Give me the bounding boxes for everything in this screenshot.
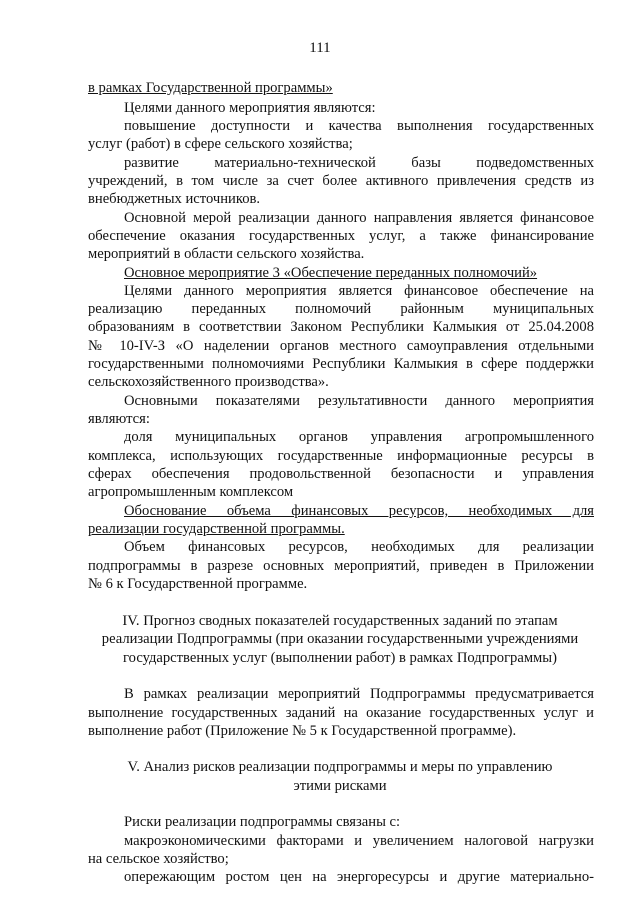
text-line: доля муниципальных органов управления агропромышленного: [124, 429, 594, 445]
text-line: государственными полномочиями Республики Калмыкия в сфере поддержки: [88, 356, 594, 372]
underlined-text: Основное мероприятие 3 «Обеспечение переданных полномочий»: [124, 265, 538, 281]
text-line: Целями данного мероприятия являются:: [124, 100, 376, 116]
text-line: В рамках реализации мероприятий Подпрограммы предусматривается: [124, 686, 594, 702]
underlined-text: в рамках Государственной программы»: [88, 80, 333, 96]
text-line: реализацию переданных полномочий районным муниципальных: [88, 301, 594, 317]
text-line: Целями данного мероприятия является финансовое обеспечение на: [124, 283, 594, 299]
text-line: IV. Прогноз сводных показателей государственных заданий по этапам: [122, 613, 558, 629]
text-line: выполнение работ (Приложение № 5 к Государственной программе).: [88, 723, 517, 739]
text-line: учреждений, в том числе за счет более активного привлечения средств из: [88, 173, 594, 189]
text-line: [124, 502, 594, 520]
text-line: повышение доступности и качества выполнения государственных: [124, 118, 594, 134]
text-line: внебюджетных источников.: [88, 191, 261, 207]
text-line: реализации Подпрограммы (при оказании государственными учреждениями: [101, 631, 579, 647]
text-line: [124, 264, 594, 282]
text-line: выполнение государственных заданий на оказание государственных услуг и: [88, 705, 594, 721]
text-line: подпрограммы в разрезе основных мероприятий, приведен в Приложении: [88, 558, 594, 574]
text-line: Объем финансовых ресурсов, необходимых для реализации: [124, 539, 594, 555]
text-line: V. Анализ рисков реализации подпрограммы и меры по управлению: [127, 759, 553, 775]
text-line: государственных услуг (выполнении работ) в рамках Подпрограммы): [123, 650, 557, 666]
text-line: сферах обеспечения продовольственной безопасности и управления: [88, 466, 594, 482]
text-line: [88, 79, 594, 97]
text-line: являются:: [88, 411, 150, 427]
underlined-text: Обоснование объема финансовых ресурсов, необходимых для: [124, 503, 594, 519]
text-line: [88, 520, 594, 538]
text-line: обеспечение оказания государственных услуг, а также финансирование: [88, 228, 594, 244]
text-line: № 6 к Государственной программе.: [88, 576, 308, 592]
underlined-text: реализации государственной программы.: [88, 521, 345, 537]
text-line: Основными показателями результативности данного мероприятия: [124, 393, 594, 409]
text-line: агропромышленным комплексом: [88, 484, 294, 500]
text-line: Основной мерой реализации данного направления является финансовое: [124, 210, 594, 226]
text-line: опережающим ростом цен на энергоресурсы и другие материально-: [124, 869, 594, 885]
text-line: сельскохозяйственного производства».: [88, 374, 329, 390]
text-line: на сельское хозяйство;: [88, 851, 229, 867]
text-line: услуг (работ) в сфере сельского хозяйства;: [88, 136, 353, 152]
text-line: этими рисками: [293, 778, 387, 794]
text-line: Риски реализации подпрограммы связаны с:: [124, 814, 401, 830]
text-line: образованиям в соответствии Законом Республики Калмыкия от 25.04.2008: [88, 319, 594, 335]
text-line: комплекса, использующих государственные информационные ресурсы в: [88, 448, 594, 464]
page-number: 111: [309, 40, 331, 56]
text-line: № 10-IV-З «О наделении органов местного самоуправления отдельными: [88, 338, 594, 354]
text-line: развитие материально-технической базы подведомственных: [124, 155, 594, 171]
text-line: мероприятий в области сельского хозяйства.: [88, 246, 365, 262]
text-line: макроэкономическими факторами и увеличением налоговой нагрузки: [124, 833, 594, 849]
